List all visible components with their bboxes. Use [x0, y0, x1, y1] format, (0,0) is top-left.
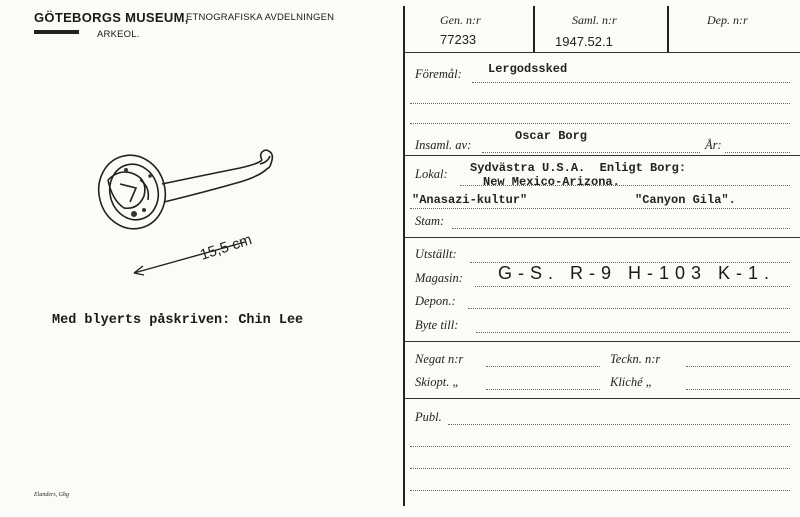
foremal-label: Föremål:	[415, 67, 462, 81]
sketch-measure: 15,5 cm	[197, 231, 254, 264]
rule	[405, 237, 800, 238]
dotted-line	[472, 82, 790, 83]
saml-label: Saml. n:r	[572, 13, 617, 27]
dotted-line	[452, 228, 790, 229]
struck-out-text	[34, 30, 79, 34]
rule	[405, 398, 800, 399]
insaml-value: Oscar Borg	[515, 129, 588, 143]
foremal-value: Lergodssked	[488, 62, 568, 76]
dotted-line	[448, 424, 790, 425]
rule	[405, 52, 800, 53]
kliche-label: Kliché „	[610, 375, 653, 389]
utstallt-label: Utställt:	[415, 247, 457, 261]
depon-label: Depon.:	[415, 294, 456, 308]
dotted-line	[410, 468, 790, 469]
dotted-line	[482, 152, 700, 153]
lokal-line-2: New Mexico-Arizona.	[483, 175, 620, 189]
header-divider-1	[533, 6, 535, 52]
negat-label: Negat n:r	[415, 352, 464, 366]
dotted-line	[475, 286, 790, 287]
header-divider-2	[667, 6, 669, 52]
dep-label: Dep. n:r	[707, 13, 748, 27]
lokal-line-1: Sydvästra U.S.A. Enligt Borg:	[470, 161, 687, 175]
dotted-line	[410, 103, 790, 104]
rule	[405, 341, 800, 342]
printer-mark: Elanders, Gbg	[34, 492, 69, 498]
dotted-line	[686, 389, 790, 390]
insaml-label: Insaml. av:	[415, 138, 472, 152]
dotted-line	[410, 490, 790, 491]
dotted-line	[468, 308, 790, 309]
stam-label: Stam:	[415, 214, 445, 228]
pencil-note: Med blyerts påskriven: Chin Lee	[52, 313, 304, 328]
culture-value: "Anasazi-kultur"	[412, 193, 528, 207]
gen-value: 77233	[440, 32, 477, 47]
gen-label: Gen. n:r	[440, 13, 481, 27]
dotted-line	[410, 208, 790, 209]
dotted-line	[460, 185, 790, 186]
byte-label: Byte till:	[415, 318, 459, 332]
rule	[405, 155, 800, 156]
department-name: ETNOGRAFISKA AVDELNINGEN	[186, 12, 335, 23]
dotted-line	[486, 366, 600, 367]
dotted-line	[725, 152, 790, 153]
publ-label: Publ.	[415, 410, 442, 424]
dotted-line	[410, 123, 790, 124]
lokal-label: Lokal:	[415, 167, 448, 181]
skiopt-label: Skiopt. „	[415, 375, 460, 389]
canyon-value: "Canyon Gila".	[635, 193, 736, 207]
spoon-sketch	[90, 140, 300, 290]
ar-label: År:	[705, 138, 722, 152]
section-name: ARKEOL.	[97, 29, 140, 40]
saml-value: 1947.52.1	[555, 34, 613, 49]
magasin-value: G-S. R-9 H-103 K-1.	[498, 263, 776, 283]
magasin-label: Magasin:	[415, 271, 463, 285]
dotted-line	[486, 389, 600, 390]
teckn-label: Teckn. n:r	[610, 352, 661, 366]
form-border	[403, 6, 405, 506]
dotted-line	[686, 366, 790, 367]
dotted-line	[476, 332, 790, 333]
museum-name: GÖTEBORGS MUSEUM,	[34, 10, 189, 25]
dotted-line	[410, 446, 790, 447]
